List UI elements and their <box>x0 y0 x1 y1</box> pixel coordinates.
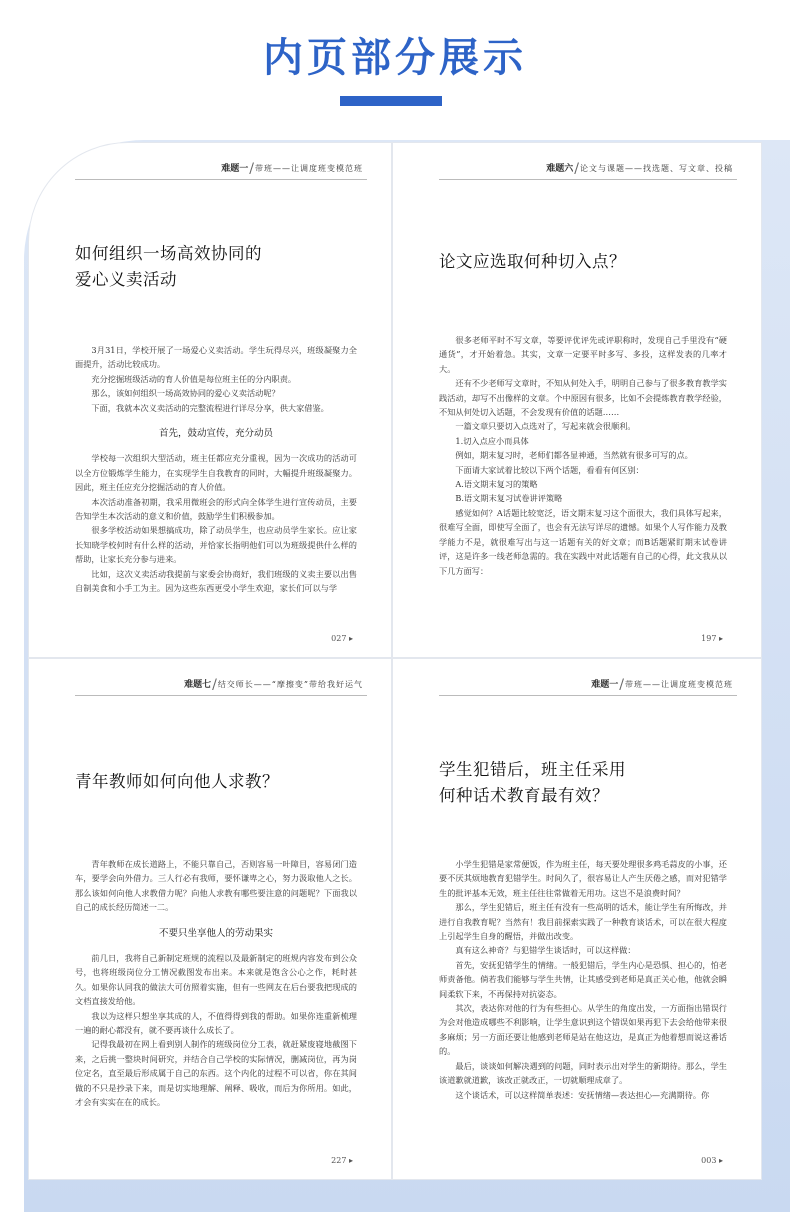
page-number: 227 ▸ <box>331 1156 353 1165</box>
page-number: 027 ▸ <box>331 634 353 643</box>
chapter-label: 难题一 <box>591 680 619 690</box>
section-label: 论文与课题——找选题、写文章、投稿 <box>580 164 733 173</box>
page-number: 003 ▸ <box>701 1156 723 1165</box>
title-line: 何种话术教育最有效？ <box>439 786 609 805</box>
running-header: 难题六/论文与课题——找选题、写文章、投稿 <box>546 161 733 177</box>
title-line: 学生犯错后，班主任采用 <box>439 760 626 779</box>
paragraph: 例如，期末复习时，老师们都各显神通，当然就有很多可写的点。 <box>455 450 693 461</box>
paragraph: 下面请大家试着比较以下两个话题，看看有何区别： <box>455 464 644 475</box>
paragraph: 比如，这次义卖活动我提前与家委会协商好，我们班级的义卖主要以出售自制美食和小手工为主。因为这些东西更受小学生欢迎，家长们可以与学 <box>75 568 357 594</box>
body-text <box>75 343 357 596</box>
paragraph: 一篇文章只要切入点选对了，写起来就会很顺利。 <box>455 421 636 432</box>
page-number: 197 ▸ <box>701 634 723 643</box>
paragraph: 充分挖掘班级活动的育人价值是每位班主任的分内职责。 <box>91 373 297 384</box>
paragraph: A.语文期末复习的策略 <box>455 479 538 490</box>
chapter-label: 难题七 <box>184 680 212 690</box>
body-text <box>439 857 727 1102</box>
paragraph: 前几日，我将自己新制定班规的流程以及最新制定的班规内容发布到公众号，也将班级岗位分工情况截图发布出来。本来就是饱含公心之作，耗时甚久。如果你认同我的做法大可仿照着实施，但有一些网友在后台要我把现成的文档直接发给他。 <box>75 953 357 1007</box>
paragraph: 感觉如何？A话题比较宽泛，语文期末复习这个面很大，我们具体写起来，很难写全面，即使写全面了，也会有无法写详尽的遗憾。如果个人写作能力及教学能力不是，就很难写出与这一话题有关的好文章；而B话题紧盯期末试卷讲评，这是许多一线老师急需的。我在实践中对此话题有自己的心得，此文我从以下几方面写： <box>439 507 727 576</box>
paragraph: 本次活动准备初期，我采用微班会的形式向全体学生进行宣传动员，主要告知学生本次活动的意义和价值，鼓励学生们积极参加。 <box>75 496 357 522</box>
section-label: 带班——让调度班变模范班 <box>625 680 733 689</box>
subheading: 首先，鼓动宣传，充分动员 <box>158 428 273 440</box>
section-label: 带班——让调度班变模范班 <box>255 164 363 173</box>
paragraph: 我以为这样只想坐享其成的人，不值得得到我的帮助。如果你连重新梳理一遍的耐心都没有，就不要再谈什么成长了。 <box>75 1010 357 1036</box>
paragraph: 这个谈话术，可以这样简单表述：安抚情绪—表达担心—充满期待。你 <box>455 1089 710 1100</box>
page-title: 内页部分展示 <box>263 34 527 81</box>
paragraph: 记得我最初在网上看到别人制作的班级岗位分工表，就赶紧废寝地截图下来，之后挑一整块时间研究，并结合自己学校的实际情况，删减岗位，再为岗位定名，直至最后形成属于自己的东西。这个内化的过程不可以省，你在其间做的不只是抄录下来，而是切实地理解、阐释、吸收，而后为你所用。如此，才会有实实在在的成长。 <box>75 1039 357 1108</box>
paragraph: 很多老师平时不写文章，等要评优评先或评职称时，发现自己手里没有“硬通货”，才开始着急。其实，文章一定要平时多写、多投，这样发表的几率才大。 <box>439 335 727 374</box>
paragraph: 那么，该如何组织一场高效协同的爱心义卖活动呢？ <box>91 388 280 399</box>
header-rule <box>439 179 737 180</box>
section-title <box>75 769 361 795</box>
paragraph: 最后，谈谈如何解决遇到的问题，同时表示出对学生的新期待。那么，学生该道歉就道歉，该改正就改正，一切就顺理成章了。 <box>439 1060 727 1086</box>
running-header: 难题一/带班——让调度班变模范班 <box>221 161 363 177</box>
header-rule <box>75 695 367 696</box>
book-page-2 <box>392 142 762 658</box>
book-page-1 <box>28 142 392 658</box>
chapter-label: 难题六 <box>546 164 574 174</box>
chapter-label: 难题一 <box>221 164 249 174</box>
paragraph: B.语文期末复习试卷讲评策略 <box>455 493 563 504</box>
section-title <box>75 241 361 293</box>
header-rule <box>75 179 367 180</box>
paragraph: 1.切入点应小而具体 <box>455 435 529 446</box>
paragraph: 青年教师在成长道路上，不能只靠自己，否则容易一叶障目，容易闭门造车，要学会向外借力。三人行必有我师，要怀谦卑之心，努力汲取他人之长。那么该如何向他人求教借力呢？向他人求教有哪些要注意的问题呢？下面我以自己的成长经历简述一二。 <box>75 859 357 913</box>
running-header: 难题一/带班——让调度班变模范班 <box>591 677 733 693</box>
title-line: 论文应选取何种切入点？ <box>439 252 626 271</box>
paragraph: 其次，表达你对他的行为有些担心。从学生的角度出发，一方面指出错误行为会对他造成哪些不利影响，让学生意识到这个错误如果再犯下去会给他带来很多麻烦；另一方面还要让他感到老师是站在他这边，是真正为他着想而说这番话的。 <box>439 1003 727 1057</box>
title-line: 爱心义卖活动 <box>75 270 177 289</box>
section-title <box>439 757 731 809</box>
title-line: 如何组织一场高效协同的 <box>75 244 262 263</box>
subheading: 不要只坐享他人的劳动果实 <box>158 927 273 939</box>
body-text <box>75 857 357 1110</box>
header-rule <box>439 695 737 696</box>
paragraph: 下面，我就本次义卖活动的完整流程进行详尽分享，供大家借鉴。 <box>91 402 329 413</box>
book-page-3 <box>28 658 392 1180</box>
paragraph: 很多学校活动如果想搞成功，除了动员学生，也应动员学生家长。应让家长知晓学校何时有什么样的活动，并恰家长指明他们可以为班级提供什么样的帮助，让家长充分参与进来。 <box>75 525 357 565</box>
paragraph: 真有这么神奇？与犯错学生谈话时，可以这样做： <box>455 945 636 956</box>
body-text <box>439 333 727 578</box>
paragraph: 还有不少老师写文章时，不知从何处入手，明明自己参与了很多教育教学实践活动，却写不出像样的文章。个中原因有很多，比如不会提炼教育教学经验，不知从何处切入话题，不会发现有价值的话题…… <box>439 378 727 418</box>
section-label: 结交师长——“摩擦变”带给我好运气 <box>217 680 363 689</box>
paragraph: 学校每一次组织大型活动，班主任都应充分重视，因为一次成功的活动可以全方位锻炼学生能力，在实现学生自我教育的同时，大幅提升班级凝聚力。因此，班主任应充分挖掘活动的育人价值。 <box>75 453 357 493</box>
title-line: 青年教师如何向他人求教？ <box>75 772 279 791</box>
running-header: 难题七/结交师长——“摩擦变”带给我好运气 <box>184 677 363 693</box>
title-underline-bar <box>340 96 442 106</box>
paragraph: 3月31日，学校开展了一场爱心义卖活动。学生玩得尽兴，班级凝聚力全面提升，活动比较成功。 <box>75 345 357 370</box>
paragraph: 首先，安抚犯错学生的情绪。一般犯错后，学生内心是恐惧、担心的，怕老师责备他。倘若我们能够与学生共情，让其感受到老师是真正关心他，他就会瞬间柔软下来，不再保持对抗姿态。 <box>439 959 727 999</box>
section-title <box>439 249 731 275</box>
paragraph: 小学生犯错是家常便饭，作为班主任，每天要处理很多鸡毛蒜皮的小事，还要不厌其烦地教育犯错学生。时间久了，很容易让人产生厌倦之感，而对犯错学生的批评基本无效，班主任往往常做着无用功。这岂不是浪费时间？ <box>439 859 727 898</box>
paragraph: 那么，学生犯错后，班主任有没有一些高明的话术，能让学生有所悔改，并进行自我教育呢？当然有！我目前探索实践了一种教育谈话术，可以在很大程度上引起学生自身的醒悟，并做出改变。 <box>439 902 727 942</box>
book-page-4 <box>392 658 762 1180</box>
